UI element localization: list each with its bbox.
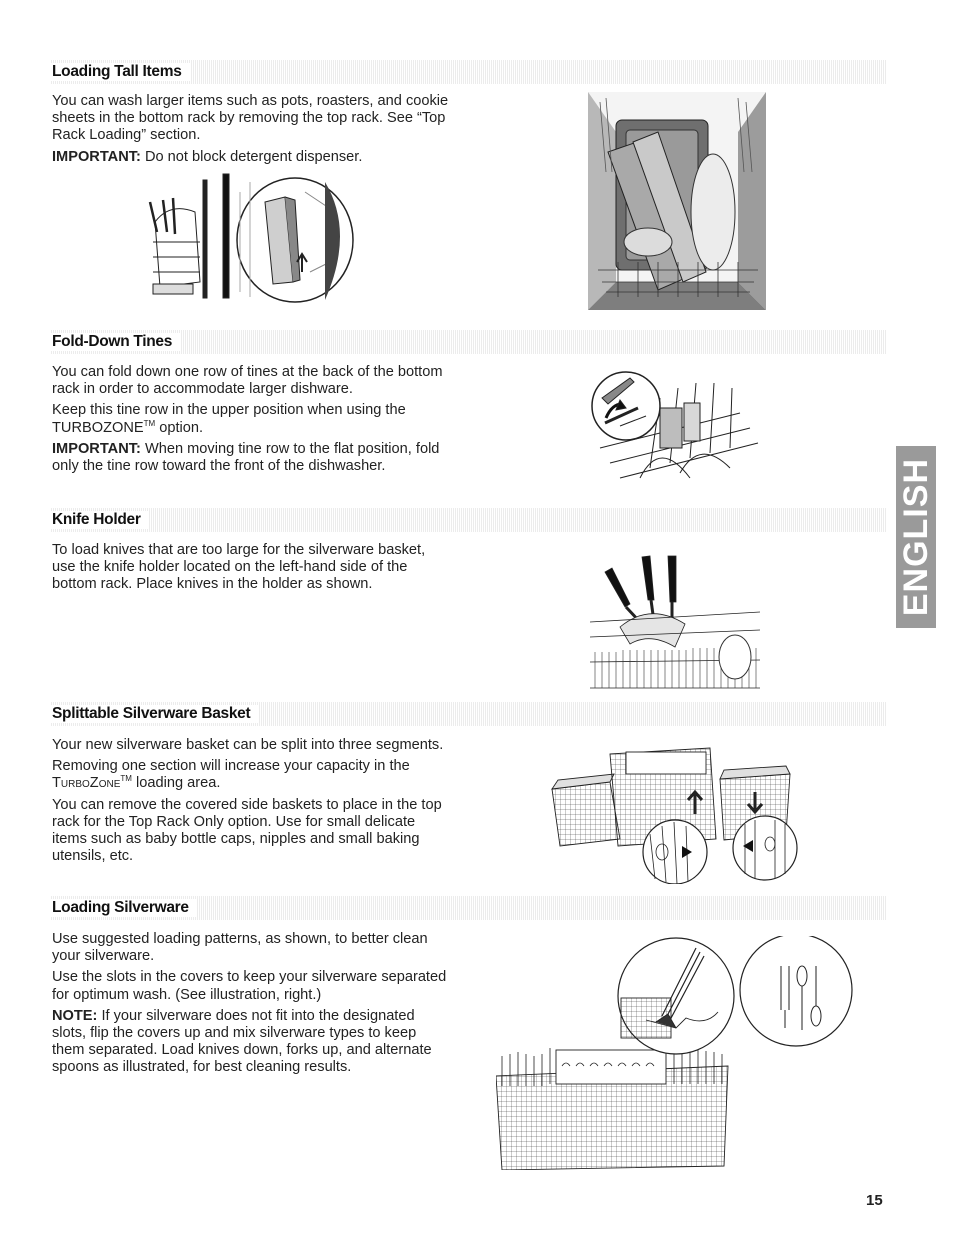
loading-silverware-text: [52, 931, 452, 1081]
splittable-basket-illustration: [550, 744, 798, 884]
paragraph: You can remove the covered side baskets to place in the top rack for the Top Rack Only option. Use for small delicate items such as baby bottle caps, nipples and small baking utensils, etc.: [52, 796, 442, 865]
important-label: IMPORTANT:: [52, 440, 141, 457]
paragraph: Use suggested loading patterns, as shown, to better clean your silverware.: [52, 931, 428, 965]
knife-holder-text: [52, 542, 452, 598]
knife-holder-illustration: [590, 552, 760, 690]
fold-down-tines-illustration: [590, 368, 762, 490]
fold-down-tines-text: [52, 364, 452, 479]
section-title: Fold-Down Tines: [50, 333, 180, 351]
tall-items-text: [52, 93, 452, 170]
paragraph: Use the slots in the covers to keep your silverware separated for optimum wash. (See illustration, right.): [52, 969, 447, 1003]
language-side-tab: [896, 446, 936, 628]
turbozone-brand: TurboZone: [52, 775, 121, 792]
section-header-knife-holder: [50, 508, 886, 532]
note-label: NOTE:: [52, 1007, 98, 1024]
paragraph: Your new silverware basket can be split into three segments.: [52, 737, 444, 753]
text-run: Keep this tine row in the upper position when using the TURBOZONE: [52, 402, 406, 436]
section-title: Loading Silverware: [50, 899, 197, 917]
important-paragraph: [52, 149, 452, 166]
language-label: ENGLISH: [896, 457, 935, 617]
paragraph: [52, 758, 452, 792]
text-run: option.: [155, 419, 204, 436]
silverware-basket-text: [52, 737, 452, 869]
note-paragraph: [52, 1008, 452, 1077]
paragraph: You can wash larger items such as pots, roasters, and cookie sheets in the bottom rack by removing the top rack. See “Top Rack Loading” section.: [52, 93, 449, 144]
important-text: When moving tine row to the flat position, fold only the tine row toward the front of the dishwasher.: [52, 440, 440, 475]
text-run: Removing one section will increase your capacity in the: [52, 758, 410, 775]
dishwasher-tall-items-illustration: [588, 92, 766, 310]
note-text: If your silverware does not fit into the designated slots, flip the covers up and mix silverware types to keep them separated. Load knives down, forks up, and alternate spoons as illustrated, for best cleaning results.: [52, 1007, 432, 1076]
important-text: Do not block detergent dispenser.: [140, 148, 363, 165]
paragraph: [52, 402, 452, 436]
section-title: Knife Holder: [50, 511, 149, 529]
section-title: Splittable Silverware Basket: [50, 705, 258, 723]
section-title: Loading Tall Items: [50, 63, 190, 81]
trademark: TM: [143, 418, 156, 428]
important-label: IMPORTANT:: [52, 148, 141, 165]
paragraph: To load knives that are too large for the silverware basket, use the knife holder located on the left-hand side of the bottom rack. Place knives in the holder as shown.: [52, 542, 426, 593]
section-header-loading-tall-items: [50, 60, 886, 84]
trademark: TM: [120, 774, 132, 784]
detergent-dispenser-illustration: [145, 172, 360, 304]
text-run: loading area.: [131, 775, 221, 792]
loading-silverware-illustration: [496, 936, 856, 1170]
section-header-loading-silverware: [50, 896, 886, 920]
section-header-splittable-silverware-basket: [50, 702, 886, 726]
page-number: 15: [866, 1192, 883, 1209]
important-paragraph: [52, 441, 452, 475]
paragraph: You can fold down one row of tines at the back of the bottom rack in order to accommodate larger dishware.: [52, 364, 443, 398]
section-header-fold-down-tines: [50, 330, 886, 354]
